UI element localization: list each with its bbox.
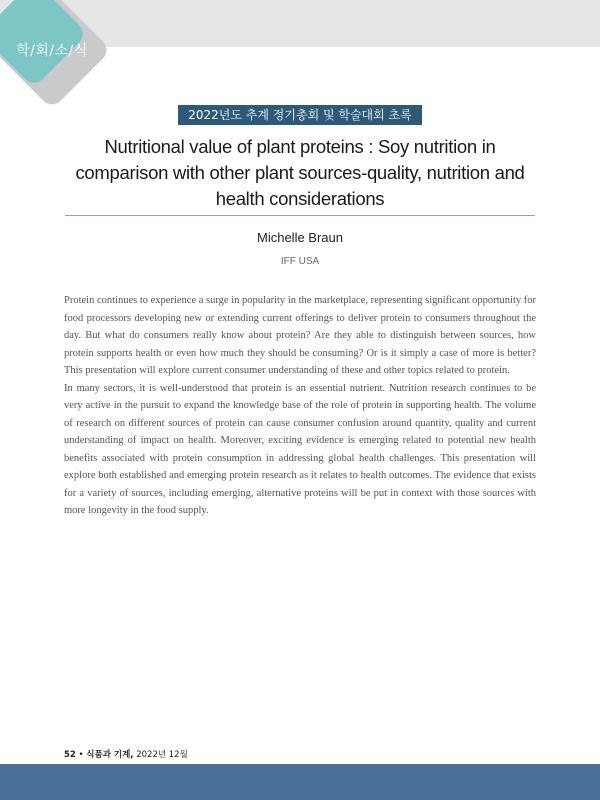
abstract-body: [64, 292, 536, 520]
footer-bullet: •: [78, 750, 84, 760]
author-name: Michelle Braun: [257, 230, 343, 245]
article-title: Nutritional value of plant proteins : Soy nutrition in comparison with other plant sources-quality, nutrition and health considerations: [75, 136, 525, 209]
author-affiliation: IFF USA: [280, 256, 320, 267]
section-label: 학/회/소/식: [16, 43, 88, 59]
header-tag: 2022년도 추계 정기총회 및 학술대회 초록: [178, 105, 422, 125]
page-number: 52: [64, 750, 76, 760]
title-divider: [65, 215, 535, 216]
issue-date: 2022년 12월: [136, 750, 188, 760]
abstract-paragraph: Protein continues to experience a surge in popularity in the marketplace, representing significant opportunity for food processors developing new or extending current offerings to deliver protein to consumers throughout the day. But what do consumers really know about protein? Are they able to distinguish between sources, how protein supports health or even how much they should be consuming? Or is it simply a case of more is better? This presentation will explore current consumer understanding of these and other topics related to protein.: [64, 295, 536, 376]
abstract-paragraph: In many sectors, it is well-understood that protein is an essential nutrient. Nutrition research continues to be very active in the pursuit to expand the knowledge base of the role of protein in supporting health. The volume of research on different sources of protein can cause consumer confusion around quantity, quality and current understanding of impact on health. Moreover, exciting evidence is emerging related to potential new health benefits associated with protein consumption in addressing global health challenges. This presentation will explore both established and emerging protein research as it relates to health outcomes. The evidence that exists for a variety of sources, including emerging, alternative proteins will be put in context with those sources with more longevity in the food supply.: [64, 382, 536, 516]
journal-name: 식품과 기계,: [86, 750, 134, 760]
page-footer: [64, 748, 188, 760]
bottom-band: [0, 764, 600, 800]
corner-badge: [0, 0, 140, 120]
